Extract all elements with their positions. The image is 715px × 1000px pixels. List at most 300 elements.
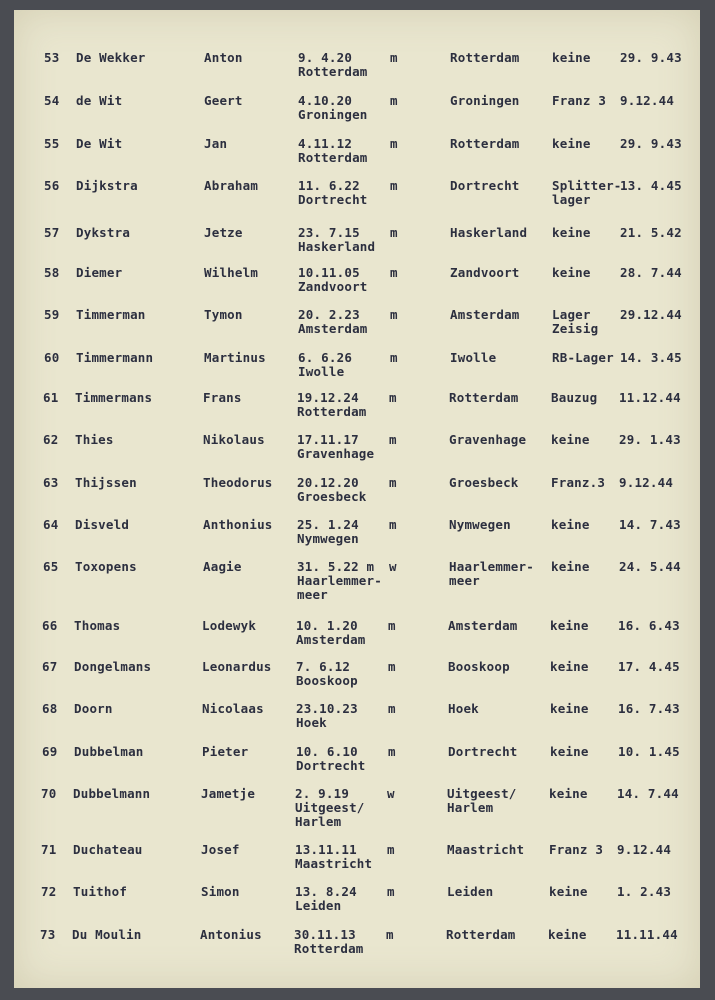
row-number-text: 55	[44, 136, 60, 151]
destination	[551, 518, 590, 532]
birth: 10. 1.20	[296, 618, 358, 633]
home-town	[450, 51, 520, 65]
surname	[73, 885, 127, 899]
given-name	[203, 391, 242, 405]
sex	[389, 518, 397, 532]
date	[620, 94, 674, 108]
birth: 23.10.23	[296, 701, 358, 716]
sex-text: m	[388, 618, 396, 633]
home-town	[448, 702, 479, 716]
table-row	[14, 179, 700, 219]
birth: 19.12.24	[297, 390, 359, 405]
home-town	[448, 660, 510, 674]
surname-text: Dongelmans	[74, 659, 152, 674]
destination	[550, 619, 589, 633]
row-number	[43, 518, 58, 532]
table-row	[13, 518, 699, 558]
given-name	[204, 137, 227, 151]
birth-place: Nymwegen	[297, 531, 359, 546]
sex-text: m	[388, 701, 396, 716]
home-town-text-line2: meer	[449, 573, 480, 588]
home-town-text: Dortrecht	[448, 744, 518, 759]
date-text: 16. 7.43	[618, 701, 680, 716]
surname	[76, 351, 153, 365]
sex-text: m	[387, 842, 395, 857]
birth: 4.10.20	[298, 93, 353, 108]
destination-text-line2: lager	[552, 192, 591, 207]
date	[620, 137, 682, 151]
destination-text: Lager	[552, 307, 591, 322]
given-name	[204, 179, 258, 193]
birth-place: Rotterdam	[297, 404, 367, 419]
row-number-text: 62	[43, 432, 59, 447]
date-text: 1. 2.43	[617, 884, 672, 899]
surname	[74, 745, 144, 759]
date	[619, 518, 681, 532]
date-text: 17. 4.45	[618, 659, 680, 674]
home-town-text: Maastricht	[447, 842, 525, 857]
birth: 20. 2.23	[298, 307, 360, 322]
birth-info	[298, 266, 368, 294]
home-town-text: Gravenhage	[449, 432, 527, 447]
row-number	[41, 885, 56, 899]
date-text: 29. 9.43	[620, 136, 682, 151]
destination-text: keine	[551, 559, 590, 574]
table-row	[12, 702, 698, 742]
destination	[552, 179, 622, 207]
home-town-text: Booskoop	[448, 659, 510, 674]
home-town	[447, 843, 524, 857]
date-text: 13. 4.45	[620, 178, 682, 193]
birth-place: Gravenhage	[297, 446, 375, 461]
birth-place: Rotterdam	[298, 64, 368, 79]
given-name	[203, 560, 242, 574]
given-name-text: Nikolaus	[203, 432, 265, 447]
home-town	[449, 391, 519, 405]
given-name-text: Jetze	[204, 225, 243, 240]
row-number-text: 61	[43, 390, 59, 405]
row-number	[44, 51, 59, 65]
birth-info	[298, 226, 375, 254]
row-number-text: 65	[43, 559, 59, 574]
sex-text: m	[390, 178, 398, 193]
surname-text: Timmermans	[75, 390, 153, 405]
surname	[75, 560, 137, 574]
home-town	[449, 518, 511, 532]
birth-info	[295, 787, 365, 829]
destination	[549, 843, 603, 857]
table-row	[12, 745, 698, 785]
surname	[75, 433, 114, 447]
sex-text: w	[387, 786, 395, 801]
date-text: 21. 5.42	[620, 225, 682, 240]
surname	[76, 266, 122, 280]
surname-text: Doorn	[74, 701, 113, 716]
surname	[75, 391, 152, 405]
given-name	[201, 787, 255, 801]
destination-text: keine	[551, 432, 590, 447]
row-number-text: 54	[44, 93, 60, 108]
home-town-text: Dortrecht	[450, 178, 520, 193]
sex	[390, 51, 398, 65]
table-row	[13, 391, 699, 431]
given-name	[203, 476, 273, 490]
sex-text: m	[390, 350, 398, 365]
date-text: 29. 1.43	[619, 432, 681, 447]
date	[619, 476, 673, 490]
given-name	[203, 518, 273, 532]
birth-place: Iwolle	[298, 364, 345, 379]
destination	[551, 433, 590, 447]
date-text: 11.11.44	[616, 927, 678, 942]
birth-info	[295, 843, 372, 871]
surname-text: De Wekker	[76, 50, 146, 65]
birth-place: Amsterdam	[296, 632, 366, 647]
home-town	[450, 226, 527, 240]
date-text: 16. 6.43	[618, 618, 680, 633]
birth: 10. 6.10	[296, 744, 358, 759]
date-text: 11.12.44	[619, 390, 681, 405]
given-name-text: Tymon	[204, 307, 243, 322]
birth-info	[298, 351, 352, 379]
sex-text: m	[390, 265, 398, 280]
birth-place: Leiden	[295, 898, 342, 913]
sex	[389, 476, 397, 490]
given-name	[204, 226, 243, 240]
given-name	[203, 433, 265, 447]
given-name	[201, 843, 240, 857]
home-town-text: Groningen	[450, 93, 520, 108]
birth-place: Groesbeck	[297, 489, 367, 504]
birth-info	[297, 391, 367, 419]
surname-text: Tuithof	[73, 884, 128, 899]
birth-info	[297, 518, 359, 546]
destination-text: keine	[550, 701, 589, 716]
birth: 4.11.12	[298, 136, 353, 151]
home-town-text: Haskerland	[450, 225, 528, 240]
given-name-text: Lodewyk	[202, 618, 257, 633]
destination	[551, 560, 590, 574]
given-name-text: Theodorus	[203, 475, 273, 490]
row-number-text: 64	[43, 517, 59, 532]
birth-info	[298, 94, 368, 122]
home-town-text: Amsterdam	[450, 307, 520, 322]
sex	[388, 745, 396, 759]
home-town	[448, 619, 518, 633]
date	[620, 179, 682, 193]
destination-text: keine	[552, 265, 591, 280]
given-name-text: Josef	[201, 842, 240, 857]
birth-info	[296, 660, 358, 688]
surname-text: De Wit	[76, 136, 123, 151]
table-row	[13, 433, 699, 473]
given-name-text: Jametje	[201, 786, 256, 801]
destination-text: keine	[550, 744, 589, 759]
date-text: 29. 9.43	[620, 50, 682, 65]
sex-text: m	[390, 50, 398, 65]
birth-place: Zandvoort	[298, 279, 368, 294]
row-number	[41, 787, 56, 801]
row-number	[42, 745, 57, 759]
home-town-text: Rotterdam	[449, 390, 519, 405]
given-name-text: Jan	[204, 136, 228, 151]
home-town-text: Uitgeest/	[447, 786, 517, 801]
row-number	[43, 560, 58, 574]
home-town-text: Leiden	[447, 884, 494, 899]
birth-place: Rotterdam	[294, 941, 364, 956]
birth-place2: meer	[297, 587, 328, 602]
row-number-text: 56	[44, 178, 60, 193]
row-number	[44, 137, 59, 151]
destination-text: Splitter-	[552, 178, 622, 193]
birth-place: Hoek	[296, 715, 327, 730]
date-text: 10. 1.45	[618, 744, 680, 759]
surname-text: Thijssen	[75, 475, 137, 490]
birth-info	[297, 560, 382, 602]
date-text: 24. 5.44	[619, 559, 681, 574]
row-number	[41, 843, 56, 857]
given-name	[201, 885, 240, 899]
destination-text: keine	[550, 659, 589, 674]
surname	[75, 518, 129, 532]
given-name-text: Wilhelm	[204, 265, 259, 280]
sex-text: m	[390, 225, 398, 240]
table-row	[12, 619, 698, 659]
date-text: 14. 7.44	[617, 786, 679, 801]
birth: 20.12.20	[297, 475, 359, 490]
row-number	[42, 660, 57, 674]
birth-place: Dortrecht	[296, 758, 366, 773]
surname	[76, 226, 130, 240]
home-town	[446, 928, 516, 942]
birth-place: Groningen	[298, 107, 368, 122]
row-number-text: 53	[44, 50, 60, 65]
destination	[551, 391, 597, 405]
given-name-text: Antonius	[200, 927, 262, 942]
home-town-text-line2: Harlem	[447, 800, 494, 815]
date	[618, 745, 680, 759]
table-row	[14, 137, 700, 177]
table-row	[14, 94, 700, 134]
birth-info	[298, 137, 368, 165]
birth-info	[298, 51, 368, 79]
date	[619, 391, 681, 405]
row-number	[44, 308, 59, 322]
date	[617, 787, 679, 801]
date	[620, 51, 682, 65]
document-page	[14, 10, 700, 988]
given-name	[204, 351, 266, 365]
surname	[72, 928, 142, 942]
given-name-text: Pieter	[202, 744, 249, 759]
row-number	[44, 179, 59, 193]
given-name	[204, 308, 243, 322]
sex	[389, 433, 397, 447]
given-name-text: Aagie	[203, 559, 242, 574]
home-town-text: Zandvoort	[450, 265, 520, 280]
destination-text: keine	[549, 786, 588, 801]
table-row	[13, 476, 699, 516]
given-name	[202, 702, 264, 716]
home-town-text: Nymwegen	[449, 517, 511, 532]
destination	[552, 266, 591, 280]
birth: 23. 7.15	[298, 225, 360, 240]
table-row	[13, 560, 699, 600]
sex	[388, 660, 396, 674]
row-number-text: 59	[44, 307, 60, 322]
sex	[387, 885, 395, 899]
row-number-text: 73	[40, 927, 56, 942]
row-number-text: 66	[42, 618, 58, 633]
row-number	[43, 433, 58, 447]
date	[618, 702, 680, 716]
birth-place: Amsterdam	[298, 321, 368, 336]
home-town-text: Haarlemmer-	[449, 559, 534, 574]
birth: 6. 6.26	[298, 350, 353, 365]
sex-text: m	[389, 475, 397, 490]
date-text: 14. 7.43	[619, 517, 681, 532]
date-text: 29.12.44	[620, 307, 682, 322]
given-name	[202, 619, 256, 633]
birth: 13. 8.24	[295, 884, 357, 899]
destination-text: keine	[552, 50, 591, 65]
sex	[390, 226, 398, 240]
destination	[551, 476, 605, 490]
home-town-text: Rotterdam	[450, 136, 520, 151]
sex	[387, 843, 395, 857]
destination	[549, 885, 588, 899]
row-number	[40, 928, 55, 942]
row-number-text: 72	[41, 884, 57, 899]
birth-place: Rotterdam	[298, 150, 368, 165]
surname-text: Disveld	[75, 517, 130, 532]
surname	[73, 787, 150, 801]
home-town	[449, 433, 526, 447]
date	[617, 885, 671, 899]
surname	[76, 179, 138, 193]
birth-place: Haarlemmer-	[297, 573, 382, 588]
surname	[76, 51, 146, 65]
date	[620, 226, 682, 240]
date	[616, 928, 678, 942]
sex-text: m	[389, 390, 397, 405]
row-number	[44, 226, 59, 240]
birth-place: Booskoop	[296, 673, 358, 688]
destination-text: RB-Lager	[552, 350, 614, 365]
birth-place: Maastricht	[295, 856, 373, 871]
row-number-text: 70	[41, 786, 57, 801]
sex	[387, 787, 395, 801]
date-text: 9.12.44	[619, 475, 674, 490]
destination	[552, 351, 614, 365]
surname	[74, 702, 113, 716]
birth-info	[297, 433, 374, 461]
birth: 10.11.05	[298, 265, 360, 280]
date	[619, 560, 681, 574]
birth-info	[296, 745, 366, 773]
date-text: 28. 7.44	[620, 265, 682, 280]
surname-text: Toxopens	[75, 559, 137, 574]
given-name-text: Geert	[204, 93, 243, 108]
given-name	[204, 51, 243, 65]
home-town-text: Amsterdam	[448, 618, 518, 633]
sex-text: m	[386, 927, 394, 942]
sex	[390, 137, 398, 151]
destination	[552, 226, 591, 240]
birth: 13.11.11	[295, 842, 357, 857]
surname-text: Dijkstra	[76, 178, 138, 193]
birth-place2: Harlem	[295, 814, 342, 829]
sex-text: m	[390, 136, 398, 151]
surname-text: Dubbelman	[74, 744, 144, 759]
home-town	[450, 94, 520, 108]
sex-text: m	[389, 432, 397, 447]
birth: 11. 6.22	[298, 178, 360, 193]
home-town	[449, 560, 534, 588]
table-row	[14, 351, 700, 391]
surname-text: Timmermann	[76, 350, 154, 365]
destination	[549, 787, 588, 801]
table-row	[11, 787, 697, 827]
row-number-text: 67	[42, 659, 58, 674]
birth: 30.11.13	[294, 927, 356, 942]
home-town	[449, 476, 519, 490]
birth: 9. 4.20	[298, 50, 353, 65]
destination	[552, 308, 598, 336]
row-number	[44, 94, 59, 108]
surname	[74, 619, 120, 633]
date	[620, 266, 682, 280]
destination-text: Bauzug	[551, 390, 598, 405]
surname-text: de Wit	[76, 93, 123, 108]
birth-place: Uitgeest/	[295, 800, 365, 815]
table-row	[14, 226, 700, 266]
sex	[390, 266, 398, 280]
surname-text: Du Moulin	[72, 927, 142, 942]
row-number-text: 60	[44, 350, 60, 365]
home-town-text: Groesbeck	[449, 475, 519, 490]
birth: 17.11.17	[297, 432, 359, 447]
date	[618, 660, 680, 674]
surname-text: Thomas	[74, 618, 121, 633]
given-name-text: Abraham	[204, 178, 259, 193]
birth-info	[298, 179, 368, 207]
birth-info	[295, 885, 357, 913]
given-name-text: Martinus	[204, 350, 266, 365]
home-town	[447, 885, 493, 899]
home-town	[450, 351, 496, 365]
birth: 7. 6.12	[296, 659, 351, 674]
sex-text: m	[389, 517, 397, 532]
surname	[75, 476, 137, 490]
row-number-text: 71	[41, 842, 57, 857]
sex-text: m	[387, 884, 395, 899]
birth-info	[296, 619, 366, 647]
date	[619, 433, 681, 447]
destination-text: Franz.3	[551, 475, 606, 490]
sex-text: m	[390, 307, 398, 322]
home-town-text: Hoek	[448, 701, 479, 716]
table-row	[12, 660, 698, 700]
table-row	[10, 928, 696, 968]
row-number	[43, 476, 58, 490]
sex	[390, 179, 398, 193]
row-number	[43, 391, 58, 405]
birth: 25. 1.24	[297, 517, 359, 532]
table-row	[14, 51, 700, 91]
birth-info	[297, 476, 367, 504]
given-name	[202, 745, 248, 759]
